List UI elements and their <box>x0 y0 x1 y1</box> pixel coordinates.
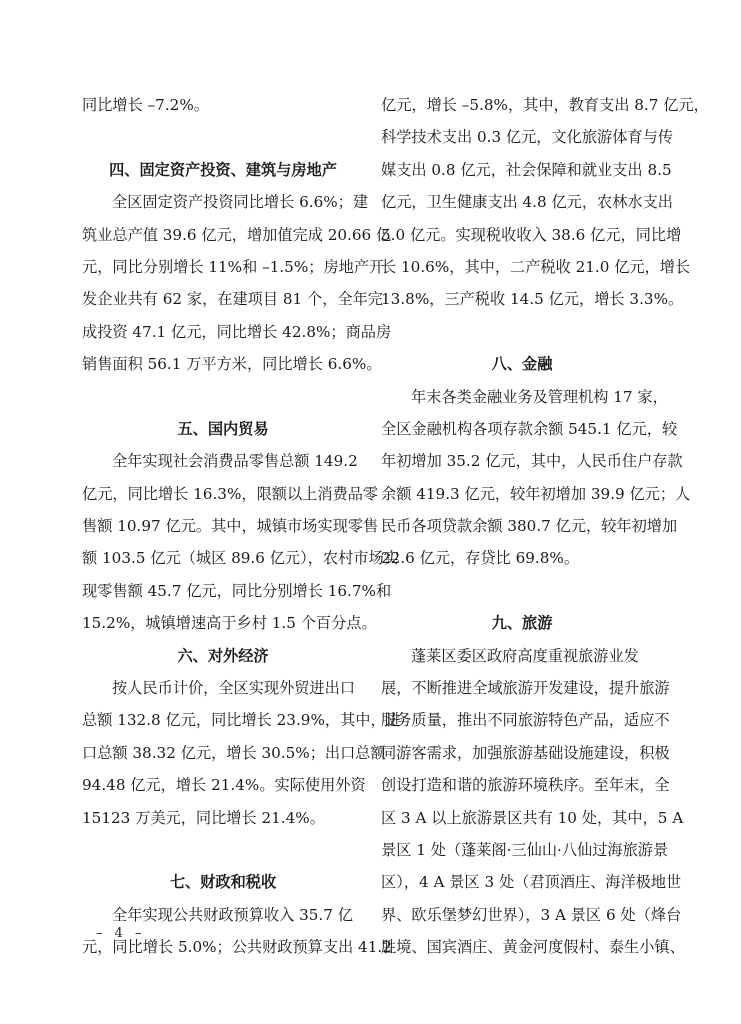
page-number: – 4 – <box>96 926 146 941</box>
text-line: 亿元，同比增长 16.3%，限额以上消费品零 <box>82 484 379 503</box>
text-line: 94.48 亿元，增长 21.4%。实际使用外资 <box>82 776 366 795</box>
text-line: 胜境、国宾酒庄、黄金河度假村、泰生小镇、 <box>381 938 685 957</box>
text-line: 亿元，增长 –5.8%，其中，教育支出 8.7 亿元， <box>381 96 709 114</box>
text-line: 额 103.5 亿元（城区 89.6 亿元），农村市场实 <box>82 549 399 568</box>
text-line: 年末各类金融业务及管理机构 17 家， <box>411 387 668 406</box>
text-line: 按人民币计价，全区实现外贸进出口 <box>112 679 355 698</box>
text-line: 服务质量，推出不同旅游特色产品，适应不 <box>381 711 670 730</box>
text-line: 22.6 亿元，存贷比 69.8%。 <box>381 549 580 568</box>
text-line: 界、欧乐堡梦幻世界），3 A 景区 6 处（烽台 <box>381 905 682 924</box>
text-line: 区），4 A 景区 3 处（君顶酒庄、海洋极地世 <box>381 873 682 892</box>
text-line: 销售面积 56.1 万平方米，同比增长 6.6%。 <box>82 355 382 374</box>
text-line: 成投资 47.1 亿元，同比增长 42.8%；商品房 <box>82 322 392 341</box>
text-line: 蓬莱区委区政府高度重视旅游业发 <box>411 646 639 665</box>
text-line: 民币各项贷款余额 380.7 亿元，较年初增加 <box>381 517 678 536</box>
text-line: 全区金融机构各项存款余额 545.1 亿元，较 <box>381 419 678 438</box>
section-heading-finance-tax: 七、财政和税收 <box>169 873 277 892</box>
left-column <box>82 89 401 964</box>
text-line: 全区固定资产投资同比增长 6.6%；建 <box>112 193 369 212</box>
text-line: 媒支出 0.8 亿元，社会保障和就业支出 8.5 <box>381 160 672 179</box>
text-line: 景区 1 处（蓬莱阁·三仙山·八仙过海旅游景 <box>381 840 669 859</box>
text-line: 15123 万美元，同比增长 21.4%。 <box>82 808 325 827</box>
text-line: 元，同比分别增长 11%和 –1.5%；房地产开 <box>82 257 385 276</box>
text-line: 现零售额 45.7 亿元，同比分别增长 16.7%和 <box>82 581 392 600</box>
text-line: 售额 10.97 亿元。其中，城镇市场实现零售 <box>82 517 379 536</box>
text-line: 亿元，卫生健康支出 4.8 亿元，农林水支出 <box>381 193 673 212</box>
section-heading-foreign-economy: 六、对外经济 <box>177 646 269 665</box>
text-line: 展，不断推进全域旅游开发建设，提升旅游 <box>381 679 670 698</box>
text-line: 5.0 亿元。实现税收收入 38.6 亿元，同比增 <box>381 225 682 244</box>
right-column <box>381 89 709 964</box>
text-line: 年初增加 35.2 亿元，其中，人民币住户存款 <box>381 452 683 471</box>
section-heading-domestic-trade: 五、国内贸易 <box>177 419 269 438</box>
text-line: 筑业总产值 39.6 亿元，增加值完成 20.66 亿 <box>82 225 392 244</box>
text-line: 余额 419.3 亿元，较年初增加 39.9 亿元；人 <box>381 484 691 503</box>
text-line: 总额 132.8 亿元，同比增长 23.9%，其中，进 <box>82 711 401 730</box>
text-line: 15.2%，城镇增速高于乡村 1.5 个百分点。 <box>82 614 377 633</box>
section-heading-fixed-asset-investment: 四、固定资产投资、建筑与房地产 <box>109 160 337 179</box>
text-line: 发企业共有 62 家，在建项目 81 个，全年完 <box>82 290 383 309</box>
text-line: 区 3 A 以上旅游景区共有 10 处，其中，5 A <box>381 808 684 827</box>
text-line: 同比增长 –7.2%。 <box>82 96 209 114</box>
text-line: 全年实现公共财政预算收入 35.7 亿 <box>112 905 353 924</box>
text-line: 13.8%，三产税收 14.5 亿元，增长 3.3%。 <box>381 290 684 309</box>
text-line: 全年实现社会消费品零售总额 149.2 <box>112 452 358 471</box>
section-heading-tourism: 九、旅游 <box>491 614 553 633</box>
section-heading-finance: 八、金融 <box>491 355 553 374</box>
text-line: 长 10.6%，其中，二产税收 21.0 亿元，增长 <box>381 257 691 276</box>
text-line: 元，同比增长 5.0%；公共财政预算支出 41.2 <box>82 938 392 957</box>
text-line: 同游客需求，加强旅游基础设施建设，积极 <box>381 743 670 762</box>
text-line: 科学技术支出 0.3 亿元，文化旅游体育与传 <box>381 128 673 147</box>
text-line: 口总额 38.32 亿元，增长 30.5%；出口总额 <box>82 743 386 762</box>
text-line: 创设打造和谐的旅游环境秩序。至年末，全 <box>381 776 670 795</box>
